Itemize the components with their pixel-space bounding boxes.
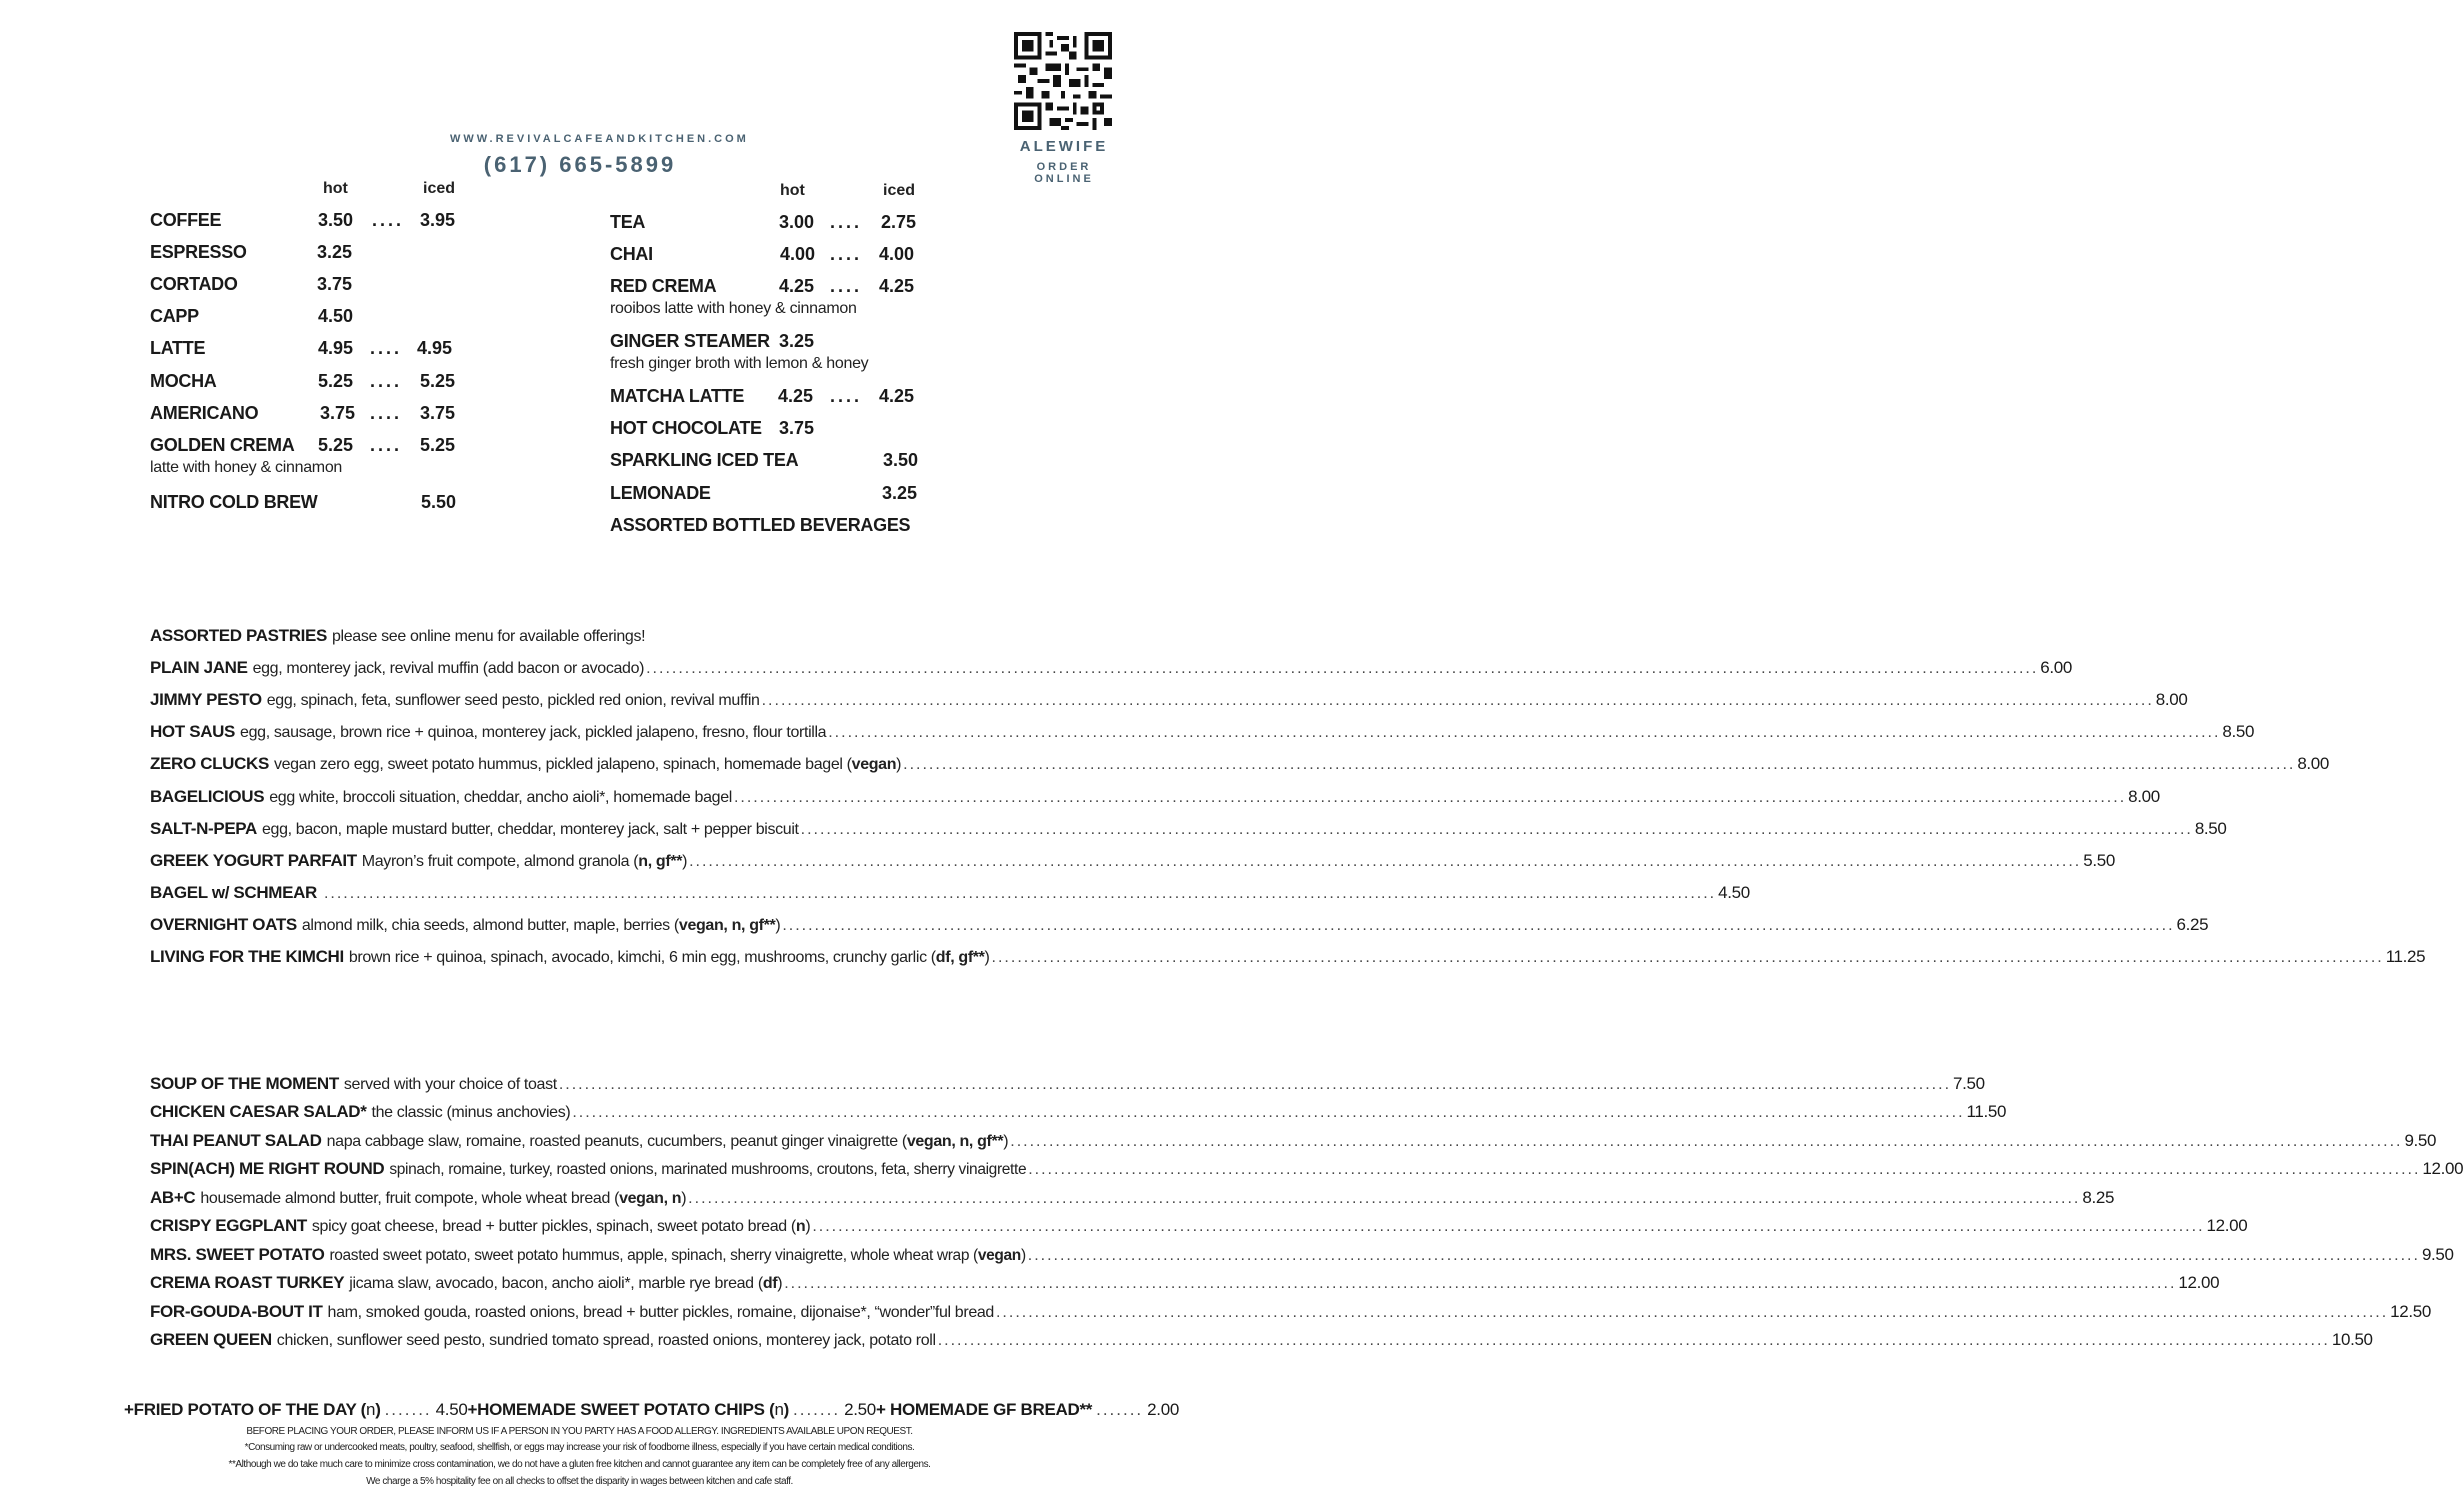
leader-dots: ....: [370, 435, 403, 455]
dietary-tag: vegan: [851, 756, 897, 773]
menu-item-row: [150, 1245, 2454, 1269]
side-item: [876, 1400, 1179, 1420]
item-description: [302, 917, 780, 935]
item-price: 8.50: [2222, 722, 2255, 741]
drink-name: MATCHA LATTE: [610, 386, 745, 406]
leader-dots: [784, 1275, 2176, 1293]
leader-dots: ....: [370, 403, 403, 423]
item-name: CRISPY EGGPLANT: [150, 1216, 307, 1235]
item-name: GREEN QUEEN: [150, 1330, 272, 1349]
item-description: [274, 756, 901, 774]
drink-name: LEMONADE: [610, 483, 711, 503]
item-description: [327, 1133, 1009, 1151]
drink-hot-price: 4.25: [778, 386, 814, 406]
drink-name: CORTADO: [150, 274, 238, 294]
drink-name: CAPP: [150, 306, 199, 326]
dietary-tag: n: [774, 1400, 784, 1419]
drink-name: GINGER STEAMER: [610, 331, 770, 351]
leader-dots: ....: [830, 386, 863, 406]
leader-dots: [734, 789, 2126, 807]
leader-dots: [992, 949, 2384, 967]
drink-iced-price: 3.25: [882, 483, 918, 503]
item-desc-text: housemade almond butter, fruit compote, whole wheat bread (: [200, 1190, 620, 1207]
item-desc-text: jicama slaw, avocado, bacon, ancho aioli*, marble rye bread (: [349, 1275, 763, 1292]
pastries-row: [150, 626, 1078, 650]
drink-iced-price: 4.25: [879, 276, 915, 296]
menu-item-row: [150, 754, 2330, 778]
drink-name: COFFEE: [150, 210, 222, 230]
drink-name: LATTE: [150, 338, 206, 358]
leader-dots: .......: [384, 1400, 432, 1419]
item-price: 11.25: [2385, 947, 2426, 966]
leader-dots: [1010, 1133, 2402, 1151]
drink-hot-price: 3.75: [779, 418, 815, 438]
item-description: [349, 949, 990, 967]
item-name: SALT-N-PEPA: [150, 819, 257, 838]
left-iced-header: iced: [423, 180, 456, 197]
order-online-label[interactable]: ORDER ONLINE: [1034, 161, 1094, 185]
drink-name: RED CREMA: [610, 276, 717, 296]
item-name: FOR-GOUDA-BOUT IT: [150, 1302, 323, 1321]
leader-dots: [762, 692, 2154, 710]
drink-iced-price: 5.25: [420, 435, 456, 455]
item-name: BAGELICIOUS: [150, 787, 265, 806]
item-description: ham, smoked gouda, roasted onions, bread + butter pickles, romaine, dijonaise*, “wonder”ful bread: [327, 1304, 994, 1321]
item-desc-text: spicy goat cheese, bread + butter pickles, spinach, sweet potato bread (: [311, 1218, 796, 1235]
menu-item-row: [150, 787, 2160, 811]
item-price: 6.00: [2040, 658, 2072, 677]
drink-iced-price: 4.95: [417, 338, 453, 358]
item-name: JIMMY PESTO: [150, 690, 262, 709]
item-name: MRS. SWEET POTATO: [150, 1245, 325, 1264]
item-price: 9.50: [2421, 1245, 2454, 1264]
leader-dots: ....: [370, 338, 403, 358]
item-price: 8.00: [2297, 754, 2330, 773]
dietary-tag: df: [762, 1275, 778, 1292]
drink-hot-price: 3.75: [317, 274, 353, 294]
dietary-tag: n: [366, 1400, 376, 1419]
menu-item-row: [150, 1131, 2437, 1155]
leader-dots: ....: [830, 244, 863, 264]
leader-dots: [782, 917, 2174, 935]
leader-dots: .......: [1096, 1400, 1144, 1419]
item-desc-text: vegan zero egg, sweet potato hummus, pickled jalapeno, spinach, homemade bagel (: [273, 756, 852, 773]
side-name: +HOMEMADE SWEET POTATO CHIPS (: [467, 1400, 775, 1419]
location-label: ALEWIFE: [1019, 138, 1109, 155]
item-desc-tail: ): [775, 917, 781, 934]
item-description: egg, sausage, brown rice + quinoa, monterey jack, pickled jalapeno, fresno, flour tortilla: [240, 724, 827, 741]
dietary-tag: n: [795, 1218, 806, 1235]
item-name: CREMA ROAST TURKEY: [150, 1273, 345, 1292]
item-price: 6.25: [2176, 915, 2209, 934]
item-description: egg, spinach, feta, sunflower seed pesto, pickled red onion, revival muffin: [266, 692, 760, 709]
dietary-tag: vegan, n, gf**: [678, 917, 776, 934]
item-desc-text: napa cabbage slaw, romaine, roasted peanuts, cucumbers, peanut ginger vinaigrette (: [326, 1133, 907, 1150]
item-name: GREEK YOGURT PARFAIT: [150, 851, 357, 870]
drink-hot-price: 4.50: [318, 306, 354, 326]
item-name: LIVING FOR THE KIMCHI: [150, 947, 344, 966]
item-price: 12.50: [2390, 1302, 2431, 1321]
drink-hot-price: 4.25: [779, 276, 815, 296]
drink-name: AMERICANO: [150, 403, 259, 423]
item-name: HOT SAUS: [150, 722, 236, 741]
item-name: THAI PEANUT SALAD: [150, 1131, 322, 1150]
menu-item-row: [150, 1302, 2431, 1326]
item-name: CHICKEN CAESAR SALAD*: [150, 1102, 367, 1121]
item-description: spinach, romaine, turkey, roasted onions, marinated mushrooms, croutons, feta, sherry vinaigrette: [389, 1161, 1027, 1178]
drink-name: SPARKLING ICED TEA: [610, 450, 799, 470]
dietary-tag: vegan, n, gf**: [906, 1133, 1004, 1150]
item-name: SPIN(ACH) ME RIGHT ROUND: [150, 1159, 385, 1178]
dietary-tag: df, gf**: [935, 949, 985, 966]
menu-item-row: [150, 1188, 2115, 1212]
side-name: + HOMEMADE GF BREAD**: [875, 1400, 1093, 1419]
leader-dots: [572, 1104, 1964, 1122]
drink-hot-price: 3.25: [317, 242, 353, 262]
item-price: 10.50: [2331, 1330, 2373, 1349]
item-desc-text: Mayron’s fruit compote, almond granola (: [361, 853, 639, 870]
drink-hot-price: 3.75: [320, 403, 356, 423]
drink-hot-price: 4.95: [318, 338, 354, 358]
drink-name: ASSORTED BOTTLED BEVERAGES: [610, 515, 911, 535]
drink-name: GOLDEN CREMA: [150, 435, 295, 455]
item-desc-tail: ): [896, 756, 902, 773]
menu-item-row: [150, 1102, 2007, 1126]
left-hot-header: hot: [323, 180, 348, 197]
item-price: 11.50: [1966, 1102, 2007, 1121]
item-description: [362, 853, 687, 871]
item-description: please see online menu for available offerings!: [331, 628, 646, 645]
menu-item-row: [150, 722, 2255, 746]
leader-dots: [801, 821, 2193, 839]
side-price: 2.50: [844, 1400, 876, 1419]
leader-dots: [903, 756, 2295, 774]
leader-dots: [938, 1332, 2330, 1350]
item-name: AB+C: [150, 1188, 196, 1207]
leader-dots: .......: [793, 1400, 841, 1419]
menu-item-row: [150, 1074, 1985, 1098]
drink-hot-price: 3.25: [779, 331, 815, 351]
item-desc-tail: ): [681, 1190, 687, 1207]
menu-item-row: [150, 883, 1750, 907]
item-description: chicken, sunflower seed pesto, sundried tomato spread, roasted onions, monterey jack, potato roll: [276, 1332, 936, 1349]
drink-name: CHAI: [610, 244, 653, 264]
leader-dots: [689, 853, 2081, 871]
item-price: 12.00: [2206, 1216, 2248, 1235]
item-description: [329, 1247, 1025, 1265]
item-desc-tail: ): [1020, 1247, 1026, 1264]
leader-dots: ....: [370, 371, 403, 391]
hospitality-fee-notice: We charge a 5% hospitality fee on all checks to offset the disparity in wages between kitchen and cafe staff.: [366, 1476, 793, 1487]
item-price: 8.25: [2082, 1188, 2115, 1207]
menu-item-row: [150, 947, 2426, 971]
item-price: 8.50: [2194, 819, 2227, 838]
drink-iced-price: 3.75: [420, 403, 456, 423]
item-price: 7.50: [1953, 1074, 1985, 1093]
drink-name: NITRO COLD BREW: [150, 492, 318, 512]
item-price: 12.00: [2422, 1159, 2463, 1178]
item-price: 8.00: [2155, 690, 2188, 709]
right-hot-header: hot: [780, 182, 805, 199]
drink-iced-price: 2.75: [881, 212, 917, 232]
menu-item-row: [150, 1330, 2373, 1354]
leader-dots: [324, 885, 1716, 903]
drink-hot-price: 3.00: [779, 212, 815, 232]
drink-description: rooibos latte with honey & cinnamon: [610, 300, 857, 317]
menu-item-row: [150, 819, 2227, 843]
leader-dots: [996, 1304, 2388, 1322]
leader-dots: [1028, 1247, 2420, 1265]
dietary-tag: vegan, n: [619, 1190, 682, 1207]
drink-iced-price: 5.50: [421, 492, 457, 512]
allergy-notice: BEFORE PLACING YOUR ORDER, PLEASE INFORM US IF A PERSON IN YOU PARTY HAS A FOOD ALLERGY. INGREDIENTS AVAILABLE UPON REQUEST.: [246, 1426, 913, 1437]
leader-dots: [812, 1218, 2204, 1236]
drink-name: ESPRESSO: [150, 242, 247, 262]
item-price: 8.00: [2128, 787, 2160, 806]
item-description: [312, 1218, 810, 1236]
item-desc-tail: ): [984, 949, 990, 966]
drink-description: fresh ginger broth with lemon & honey: [610, 355, 869, 372]
drink-iced-price: 4.00: [879, 244, 915, 264]
item-desc-text: almond milk, chia seeds, almond butter, maple, berries (: [301, 917, 679, 934]
drink-iced-price: 3.95: [420, 210, 456, 230]
item-description: the classic (minus anchovies): [371, 1104, 571, 1121]
item-name: ASSORTED PASTRIES: [150, 626, 327, 645]
item-desc-tail: ): [1003, 1133, 1009, 1150]
leader-dots: [828, 724, 2220, 742]
item-desc-tail: ): [805, 1218, 811, 1235]
drink-hot-price: 5.25: [318, 435, 354, 455]
drink-name: TEA: [610, 212, 646, 232]
menu-item-row: [150, 1273, 2220, 1297]
item-description: [200, 1190, 686, 1208]
leader-dots: ....: [372, 210, 405, 230]
qr-code-icon[interactable]: [1014, 32, 1112, 130]
item-price: 4.50: [1718, 883, 1750, 902]
drink-iced-price: 3.50: [883, 450, 919, 470]
drink-hot-price: 3.50: [318, 210, 354, 230]
raw-food-notice: *Consuming raw or undercooked meats, poultry, seafood, shellfish, or eggs may increase your risk of foodborne illness, especially if you have certain medical conditions.: [244, 1442, 915, 1453]
side-name-tail: ): [375, 1400, 381, 1419]
item-name: BAGEL w/ SCHMEAR: [150, 883, 317, 902]
dietary-tag: vegan: [977, 1247, 1021, 1264]
website-url[interactable]: WWW.REVIVALCAFEANDKITCHEN.COM: [450, 133, 749, 145]
drink-description: latte with honey & cinnamon: [150, 459, 343, 476]
item-price: 12.00: [2178, 1273, 2220, 1292]
side-name-tail: ): [783, 1400, 789, 1419]
side-price: 4.50: [435, 1400, 468, 1419]
gluten-notice: **Although we do take much care to minimize cross contamination, we do not have a gluten free kitchen and cannot guarantee any item can be completely free of any allergens.: [228, 1459, 931, 1470]
menu-item-row: [150, 658, 2072, 682]
item-description: egg, bacon, maple mustard butter, cheddar, monterey jack, salt + pepper biscuit: [261, 821, 799, 838]
item-desc-text: brown rice + quinoa, spinach, avocado, kimchi, 6 min egg, mushrooms, crunchy garlic (: [348, 949, 936, 966]
drink-hot-price: 5.25: [318, 371, 354, 391]
item-price: 9.50: [2404, 1131, 2437, 1150]
leader-dots: ....: [830, 276, 863, 296]
item-description: egg white, broccoli situation, cheddar, ancho aioli*, homemade bagel: [269, 789, 732, 806]
drink-iced-price: 5.25: [420, 371, 456, 391]
drink-hot-price: 4.00: [780, 244, 816, 264]
side-price: 2.00: [1147, 1400, 1180, 1419]
sides-row: [124, 1400, 1180, 1426]
menu-item-row: [150, 690, 2188, 714]
leader-dots: [559, 1076, 1951, 1094]
item-name: SOUP OF THE MOMENT: [150, 1074, 339, 1093]
item-description: egg, monterey jack, revival muffin (add bacon or avocado): [252, 660, 645, 677]
leader-dots: [688, 1190, 2080, 1208]
drink-name: MOCHA: [150, 371, 217, 391]
menu-item-row: [150, 1216, 2248, 1240]
drink-iced-price: 4.25: [879, 386, 915, 406]
item-desc-text: roasted sweet potato, sweet potato hummus, apple, spinach, sherry vinaigrette, whole wheat wrap (: [329, 1247, 978, 1264]
side-name: +FRIED POTATO OF THE DAY (: [124, 1400, 367, 1419]
side-item: [124, 1400, 468, 1420]
item-desc-tail: ): [777, 1275, 783, 1292]
item-desc-tail: ): [682, 853, 688, 870]
leader-dots: [1028, 1161, 2420, 1179]
menu-item-row: [150, 1159, 2463, 1183]
item-price: 5.50: [2083, 851, 2115, 870]
leader-dots: ....: [830, 212, 863, 232]
right-iced-header: iced: [883, 182, 916, 199]
item-name: OVERNIGHT OATS: [150, 915, 297, 934]
item-description: served with your choice of toast: [343, 1076, 557, 1093]
leader-dots: [646, 660, 2038, 678]
item-name: ZERO CLUCKS: [150, 754, 269, 773]
menu-item-row: [150, 851, 2115, 875]
item-description: [349, 1275, 782, 1293]
dietary-tag: n, gf**: [638, 853, 683, 870]
menu-item-row: [150, 915, 2209, 939]
drink-name: HOT CHOCOLATE: [610, 418, 762, 438]
side-item: [468, 1400, 876, 1420]
phone-number[interactable]: (617) 665-5899: [483, 152, 677, 177]
item-name: PLAIN JANE: [150, 658, 248, 677]
